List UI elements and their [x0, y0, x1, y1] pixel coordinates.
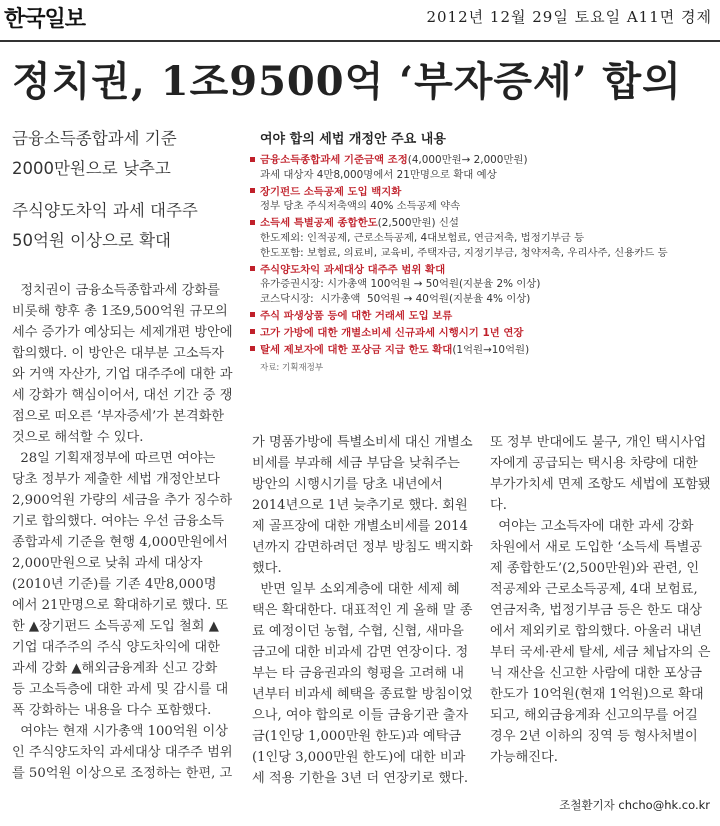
- article-line: 부가가치세 면제 조항도 세법에 포함됐: [490, 477, 711, 492]
- subheadline-line: 금융소득종합과세 기준: [12, 129, 177, 148]
- summary-item-line: 한도제외: 인적공제, 근로소득공제, 4대보험료, 연금저축, 법정기부금 등: [260, 231, 585, 244]
- article-line: 세수 증가가 예상되는 세제개편 방안에: [12, 325, 233, 340]
- article-line: 부터 국세·관세 탈세, 세금 체납자의 은: [490, 645, 711, 660]
- article-line: (2010년 기준)를 기존 4만8,000명: [12, 577, 217, 592]
- article-line: 한 ▲장기펀드 소득공제 도입 철회 ▲: [12, 619, 219, 634]
- newspaper-logo: 한국일보: [4, 7, 86, 32]
- article-line: 택은 확대한다. 대표적인 게 올해 말 종: [252, 603, 473, 618]
- summary-item-title: 소득세 특별공제 종합한도: [260, 217, 378, 230]
- article-line: 에서 제외키로 합의했다. 아울러 내년: [490, 624, 703, 639]
- square-bullet-icon: [250, 312, 255, 317]
- article-line: 년부터 비과세 혜택을 종료할 방침이었: [252, 687, 473, 702]
- summary-item-line: 코스닥시장: 시가총액 50억원 → 40억원(지분율 4% 이상): [260, 293, 531, 306]
- summary-item-title: 장기펀드 소득공제 도입 백지화: [260, 185, 402, 198]
- article-line: 되고, 해외금융계좌 신고의무를 어길: [490, 708, 698, 723]
- source-credit: 자료: 기획재정부: [260, 363, 324, 374]
- summary-item: [248, 153, 718, 183]
- square-bullet-icon: [250, 329, 255, 334]
- article-line: 닉 재산을 신고한 사람에 대한 포상금: [490, 666, 703, 681]
- summary-item-title: 고가 가방에 대한 개별소비세 신규과세 시행시기 1년 연장: [260, 326, 524, 339]
- article-line: 세 적용 기한을 3년 더 연장키로 했다.: [252, 771, 469, 786]
- article-line: 연금저축, 법정기부금 등은 한도 대상: [490, 603, 703, 618]
- article-line: 2,900억원 가량의 세금을 추가 징수하: [12, 493, 233, 508]
- article-line: 점으로 떠오른 ‘부자증세’가 본격화한: [12, 409, 225, 424]
- article-line: 금(1인당 1,000만원 한도)과 예탁금: [252, 729, 462, 744]
- article-line: 다.: [490, 498, 507, 513]
- summary-item-line: 과세 대상자 4만8,000명에서 21만명으로 확대 예상: [260, 168, 497, 181]
- article-line: 2014년으로 1년 늦추기로 했다. 회원: [252, 498, 468, 513]
- square-bullet-icon: [250, 266, 255, 271]
- summary-item: [248, 263, 718, 307]
- square-bullet-icon: [250, 346, 255, 351]
- summary-item-line: 한도포함: 보험료, 의료비, 교육비, 주택자금, 지정기부금, 청약저축, 우리사주, 신용카드 등: [260, 246, 668, 259]
- article-line: 부는 타 금융권과의 형평을 고려해 내: [252, 666, 465, 681]
- summary-item-detail: (1억원→10억원): [452, 343, 530, 356]
- article-line: 비세를 부과해 세금 부담을 낮춰주는: [252, 456, 460, 471]
- summary-item-head: [248, 309, 718, 324]
- summary-item-line: 정부 당초 주식저축액의 40% 소득공제 약속: [260, 200, 461, 213]
- article-line: 를 50억원 이상으로 조정하는 한편, 고: [12, 766, 233, 781]
- article-line: 으나, 여야 합의로 이들 금융기관 출자: [252, 708, 469, 723]
- article-line: 세 강화가 핵심이어서, 대선 기간 중 쟁: [12, 388, 233, 403]
- article-line: 차원에서 새로 도입한 ‘소득세 특별공: [490, 540, 703, 555]
- article-column-2: [252, 432, 477, 789]
- article-line: 종합과세 기준을 현행 4,000만원에서: [12, 535, 228, 550]
- article-line: 년까지 감면하려던 정부 방침도 백지화: [252, 540, 473, 555]
- summary-item-line: 유가증권시장: 시가총액 100억원 → 50억원(지분율 2% 이상): [260, 278, 541, 291]
- summary-item: [248, 343, 718, 358]
- article-line: 경우 2년 이하의 징역 등 형사처벌이: [490, 729, 698, 744]
- summary-item-head: [248, 326, 718, 341]
- article-line: 제 종합한도’(2,500만원)와 관련, 인: [490, 561, 700, 576]
- summary-box: [248, 128, 718, 373]
- article-line: 제 골프장에 대한 개별소비세를 2014: [252, 519, 468, 534]
- summary-item-head: [248, 343, 718, 358]
- article-line: 한도가 10억원(현재 1억원)으로 확대: [490, 687, 704, 702]
- article-line: 당초 정부가 제출한 세법 개정안보다: [12, 472, 220, 487]
- article-line: 폭 강화하는 내용을 다수 포함했다.: [12, 703, 212, 718]
- subheadline-line: 2000만원으로 낮추고: [12, 159, 171, 178]
- headline: 정치권, 1조9500억 ‘부자증세’ 합의: [12, 58, 682, 105]
- summary-item: [248, 216, 718, 260]
- subheadline-line: 50억원 이상으로 확대: [12, 231, 171, 250]
- article-line: 료 예정이던 농협, 수협, 신협, 새마을: [252, 624, 464, 639]
- summary-item-title: 주식 파생상품 등에 대한 거래세 도입 보류: [260, 309, 453, 322]
- article-line: 여야는 현재 시가총액 100억원 이상: [12, 724, 228, 739]
- article-line: 것으로 해석할 수 있다.: [12, 430, 144, 445]
- article-line: 적공제와 근로소득공제, 4대 보험료,: [490, 582, 698, 597]
- article-line: 28일 기획재정부에 따르면 여야는: [12, 451, 216, 466]
- article-line: 기로 합의했다. 여야는 우선 금융소득: [12, 514, 225, 529]
- summary-item: [248, 185, 718, 215]
- summary-item-head: [248, 216, 718, 231]
- article-line: 합의했다. 이 방안은 대부분 고소득자: [12, 346, 225, 361]
- article-line: 자에게 공급되는 택시용 차량에 대한: [490, 456, 698, 471]
- square-bullet-icon: [250, 220, 255, 225]
- article-line: 기업 대주주의 주식 양도차익에 대한: [12, 640, 220, 655]
- summary-box-title: 여야 합의 세법 개정안 주요 내용: [260, 132, 446, 147]
- summary-box-items: [248, 153, 718, 357]
- article-line: 비롯해 향후 총 1조9,500억원 규모의: [12, 304, 228, 319]
- article-line: (1인당 3,000만원 한도)에 대한 비과: [252, 750, 466, 765]
- summary-item-head: [248, 153, 718, 168]
- subheadline-line: 주식양도차익 과세 대주주: [12, 201, 198, 220]
- summary-item: [248, 309, 718, 324]
- article-line: 가 명품가방에 특별소비세 대신 개별소: [252, 435, 473, 450]
- summary-item-head: [248, 185, 718, 200]
- dateline: 2012년 12월 29일 토요일 A11면 경제: [426, 8, 712, 26]
- byline: 조철환기자 chcho@hk.co.kr: [559, 798, 710, 812]
- subheadline-1: [12, 124, 237, 184]
- article-line: 또 정부 반대에도 불구, 개인 택시사업: [490, 435, 707, 450]
- article-line: 반면 일부 소외계층에 대한 세제 혜: [252, 582, 460, 597]
- article-line: 방안의 시행시기를 당초 내년에서: [252, 477, 443, 492]
- article-line: 가능해진다.: [490, 750, 558, 765]
- article-line: 등 고소득층에 대한 과세 및 감시를 대: [12, 682, 229, 697]
- article-line: 했다.: [252, 561, 282, 576]
- square-bullet-icon: [250, 157, 255, 162]
- summary-item-title: 탈세 제보자에 대한 포상금 지급 한도 확대: [260, 343, 453, 356]
- summary-item: [248, 326, 718, 341]
- article-column-1: [12, 280, 244, 784]
- summary-item-title: 주식양도차익 과세대상 대주주 범위 확대: [260, 263, 446, 276]
- subheadline-2: [12, 196, 237, 256]
- article-line: 에서 21만명으로 확대하기로 했다. 또: [12, 598, 229, 613]
- article-line: 금고에 대한 비과세 감면 연장이다. 정: [252, 645, 469, 660]
- header-divider: [0, 40, 720, 42]
- article-line: 과세 강화 ▲해외금융계좌 신고 강화: [12, 661, 218, 676]
- square-bullet-icon: [250, 188, 255, 193]
- summary-item-detail: (4,000만원→ 2,000만원): [407, 154, 528, 166]
- summary-item-title: 금융소득종합과세 기준금액 조정: [260, 154, 408, 166]
- article-line: 정치권이 금융소득종합과세 강화를: [12, 283, 220, 298]
- article-line: 와 거액 자산가, 기업 대주주에 대한 과: [12, 367, 233, 382]
- summary-item-head: [248, 263, 718, 278]
- article-line: 여야는 고소득자에 대한 과세 강화: [490, 519, 694, 534]
- article-line: 인 주식양도차익 과세대상 대주주 범위: [12, 745, 233, 760]
- article-column-3: [490, 432, 714, 768]
- article-line: 2,000만원으로 낮춰 과세 대상자: [12, 556, 203, 571]
- summary-item-detail: (2,500만원) 신설: [377, 217, 459, 230]
